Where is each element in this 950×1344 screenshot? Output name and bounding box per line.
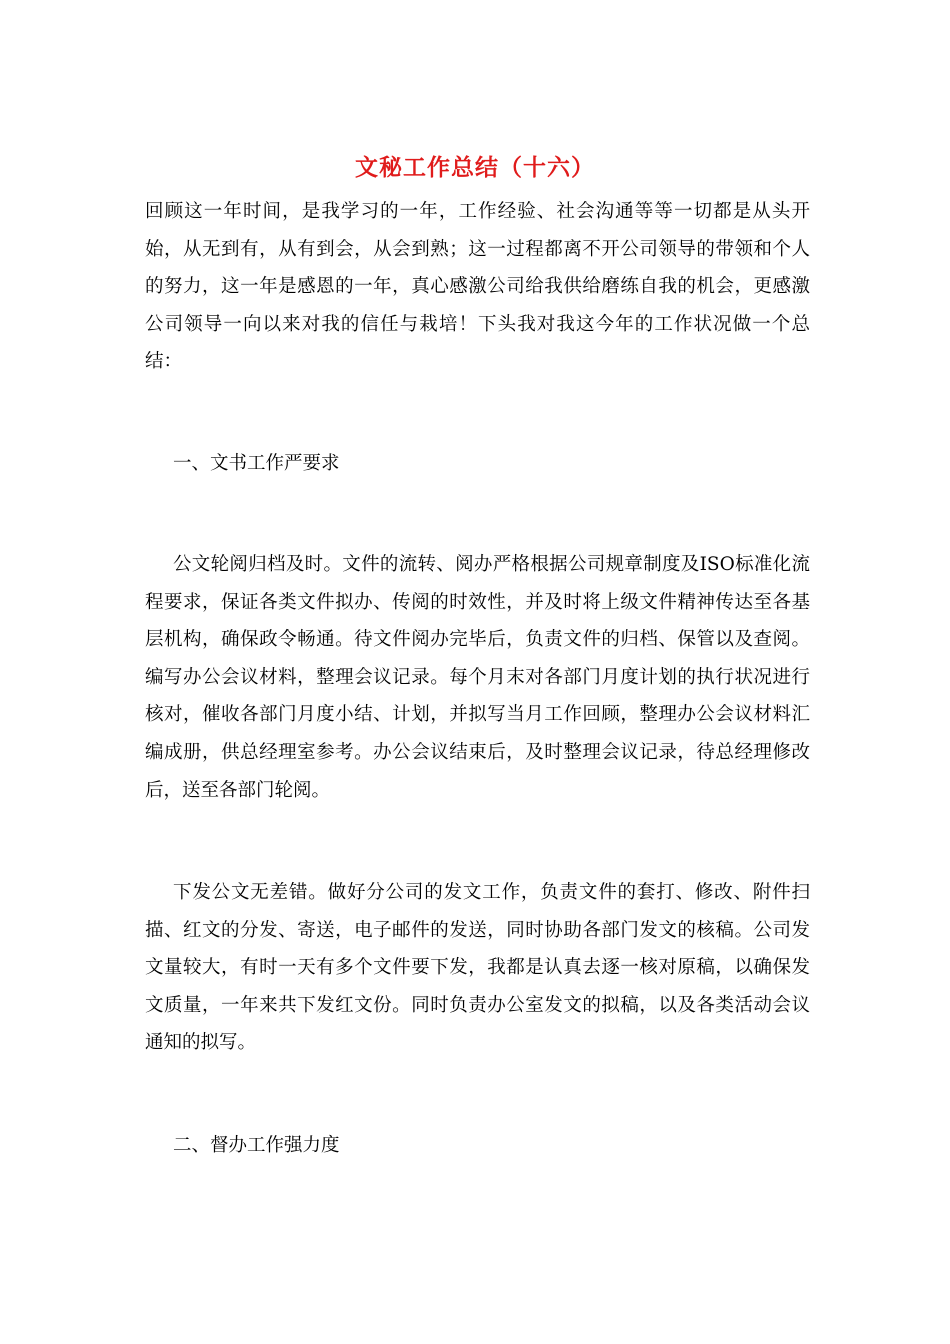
- section-heading-1: 一、文书工作严要求: [173, 453, 340, 474]
- section-heading-2: 二、督办工作强力度: [173, 1135, 340, 1156]
- section1-paragraph-1: 公文轮阅归档及时。文件的流转、阅办严格根据公司规章制度及ISO标准化流程要求，保证各类文件拟办、传阅的时效性，并及时将上级文件精神传达至各基层机构，确保政令畅通。待文件阅办完毕后，负责文件的归档、保管以及查阅。编写办公会议材料，整理会议记录。每个月末对各部门月度计划的执行状况进行核对，催收各部门月度小结、计划，并拟写当月工作回顾，整理办公会议材料汇编成册，供总经理室参考。办公会议结束后，及时整理会议记录，待总经理修改后，送至各部门轮阅。: [145, 554, 810, 801]
- section1-paragraph-2: 下发公文无差错。做好分公司的发文工作，负责文件的套打、修改、附件扫描、红文的分发、寄送，电子邮件的发送，同时协助各部门发文的核稿。公司发文量较大，有时一天有多个文件要下发，我都是认真去逐一核对原稿，以确保发文质量，一年来共下发红文份。同时负责办公室发文的拟稿，以及各类活动会议通知的拟写。: [145, 882, 810, 1054]
- intro-paragraph: 回顾这一年时间，是我学习的一年，工作经验、社会沟通等等一切都是从头开始，从无到有，从有到会，从会到熟；这一过程都离不开公司领导的带领和个人的努力，这一年是感恩的一年，真心感激公司给我供给磨练自我的机会，更感激公司领导一向以来对我的信任与栽培！下头我对我这今年的工作状况做一个总结：: [145, 201, 810, 373]
- document-title: 文秘工作总结（十六）: [355, 154, 595, 181]
